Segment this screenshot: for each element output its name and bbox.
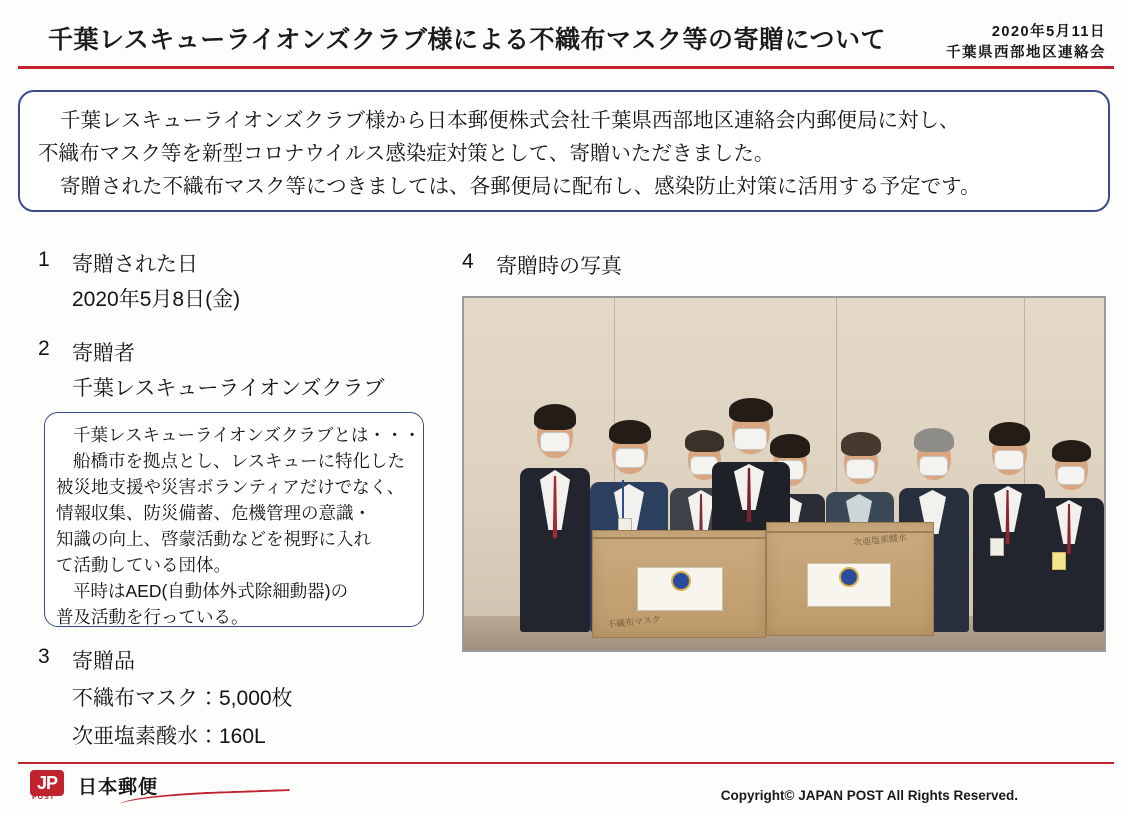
- donation-box-left: [592, 530, 766, 638]
- lead-line-3: 寄贈された不織布マスク等につきましては、各郵便局に配布し、感染防止対策に活用する予定です。: [60, 175, 981, 199]
- slide-header: [0, 0, 1128, 68]
- photo-person: [516, 396, 594, 632]
- page-title: 千葉レスキューライオンズクラブ様による不織布マスク等の寄贈について: [48, 26, 887, 54]
- brand-name: 日本郵便: [78, 777, 159, 798]
- header-divider: [18, 66, 1114, 69]
- box-handwriting: 次亜塩素酸水: [852, 532, 908, 548]
- section-body: [72, 645, 293, 752]
- box-handwriting: 不織布マスク: [606, 614, 662, 630]
- photo-person: [1036, 436, 1106, 632]
- club-line-6: て活動している団体。: [56, 555, 231, 576]
- donation-box-right: [766, 522, 934, 636]
- header-org: 千葉県西部地区連絡会: [946, 45, 1106, 62]
- section-line: 2020年5月8日(金): [72, 288, 241, 311]
- section-body: [72, 337, 384, 405]
- lead-callout-box: [18, 90, 1110, 212]
- section-title: 寄贈者: [72, 342, 135, 365]
- section-number: 4: [462, 250, 474, 273]
- jp-mark-label: JP: [36, 773, 58, 793]
- lead-line-2: 不織布マスク等を新型コロナウイルス感染症対策として、寄贈いただきました。: [38, 142, 775, 166]
- club-line-4: 情報収集、防災備蓄、危機管理の意識・: [56, 503, 371, 524]
- club-line-5: 知識の向上、啓蒙活動などを視野に入れ: [56, 529, 371, 550]
- club-line-8: 普及活動を行っている。: [56, 607, 249, 628]
- donation-photo: [462, 296, 1106, 652]
- header-date: 2020年5月11日: [991, 24, 1106, 40]
- section-body: [72, 248, 240, 316]
- section-line: 不織布マスク：5,000枚: [72, 687, 293, 710]
- lead-text-block: [38, 104, 980, 204]
- club-line-2: 船橋市を拠点とし、レスキューに特化した: [73, 451, 405, 472]
- section-number: 1: [38, 248, 50, 271]
- japan-post-logo-icon: [30, 770, 72, 804]
- club-line-7: 平時はAED(自動体外式除細動器)の: [73, 581, 349, 602]
- club-line-3: 被災地支援や災害ボランティアだけでなく、: [56, 477, 405, 498]
- copyright-text: Copyright© JAPAN POST All Rights Reserved.: [720, 788, 1018, 803]
- club-description-box: [44, 412, 424, 627]
- section-line: 千葉レスキューライオンズクラブ: [72, 377, 385, 400]
- section-title: 寄贈時の写真: [496, 255, 622, 278]
- jp-post-sublabel: POST: [32, 794, 56, 801]
- section-title: 寄贈された日: [72, 253, 198, 276]
- footer-divider: [18, 762, 1114, 764]
- section-number: 2: [38, 337, 50, 360]
- lead-line-1: 千葉レスキューライオンズクラブ様から日本郵便株式会社千葉県西部地区連絡会内郵便局に対し、: [60, 109, 960, 132]
- header-meta: [946, 22, 1106, 64]
- club-line-1: 千葉レスキューライオンズクラブとは・・・: [73, 425, 421, 445]
- section-number: 3: [38, 645, 50, 668]
- section-body: [496, 250, 622, 280]
- section-title: 寄贈品: [72, 650, 135, 673]
- section-line: 次亜塩素酸水：160L: [72, 724, 266, 748]
